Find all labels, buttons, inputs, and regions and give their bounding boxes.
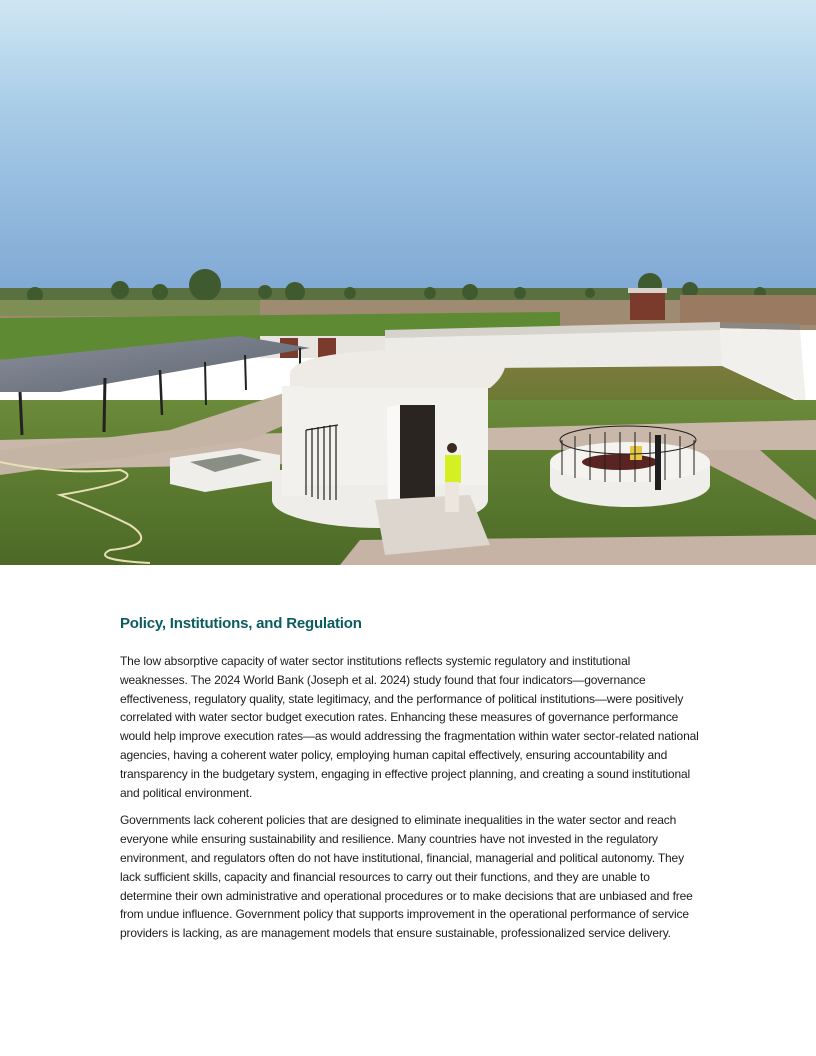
section-heading: Policy, Institutions, and Regulation [120, 615, 362, 632]
body-paragraph: Governments lack coherent policies that are designed to eliminate inequalities in the water sector and reach everyone while ensuring sustainability and resilience. Many countries have not invested in the regulatory environment, and regulators often do not have institutional, financial, managerial and political autonomy. They lack sufficient skills, capacity and financial resources to carry out their functions, and they are unable to determine their own administrative and operational procedures or to make decisions that are unbiased and free from undue influence. Government policy that supports improvement in the operational performance of service providers is lacking, as are management models that ensure sustainable, professionalized service delivery. [120, 813, 693, 941]
guard-booth [630, 290, 665, 320]
entry-steps [375, 495, 490, 555]
article-section [120, 614, 700, 952]
body-paragraph: The low absorptive capacity of water sector institutions reflects systemic regulatory and institutional weaknesses. The 2024 World Bank (Joseph et al. 2024) study found that four indicators—governance effectiveness, regulatory quality, state legitimacy, and the performance of political institutions—were positively correlated with water sector budget execution rates. Enhancing these measures of governance performance would help improve execution rates—as would addressing the fragmentation within water sector-related national agencies, having a coherent water policy, employing human capital effectively, ensuring accountability and transparency in the budgetary system, engaging in effective project planning, and creating a sound institutional and political environment. [120, 654, 699, 800]
worker [445, 455, 461, 483]
sky [0, 0, 816, 300]
